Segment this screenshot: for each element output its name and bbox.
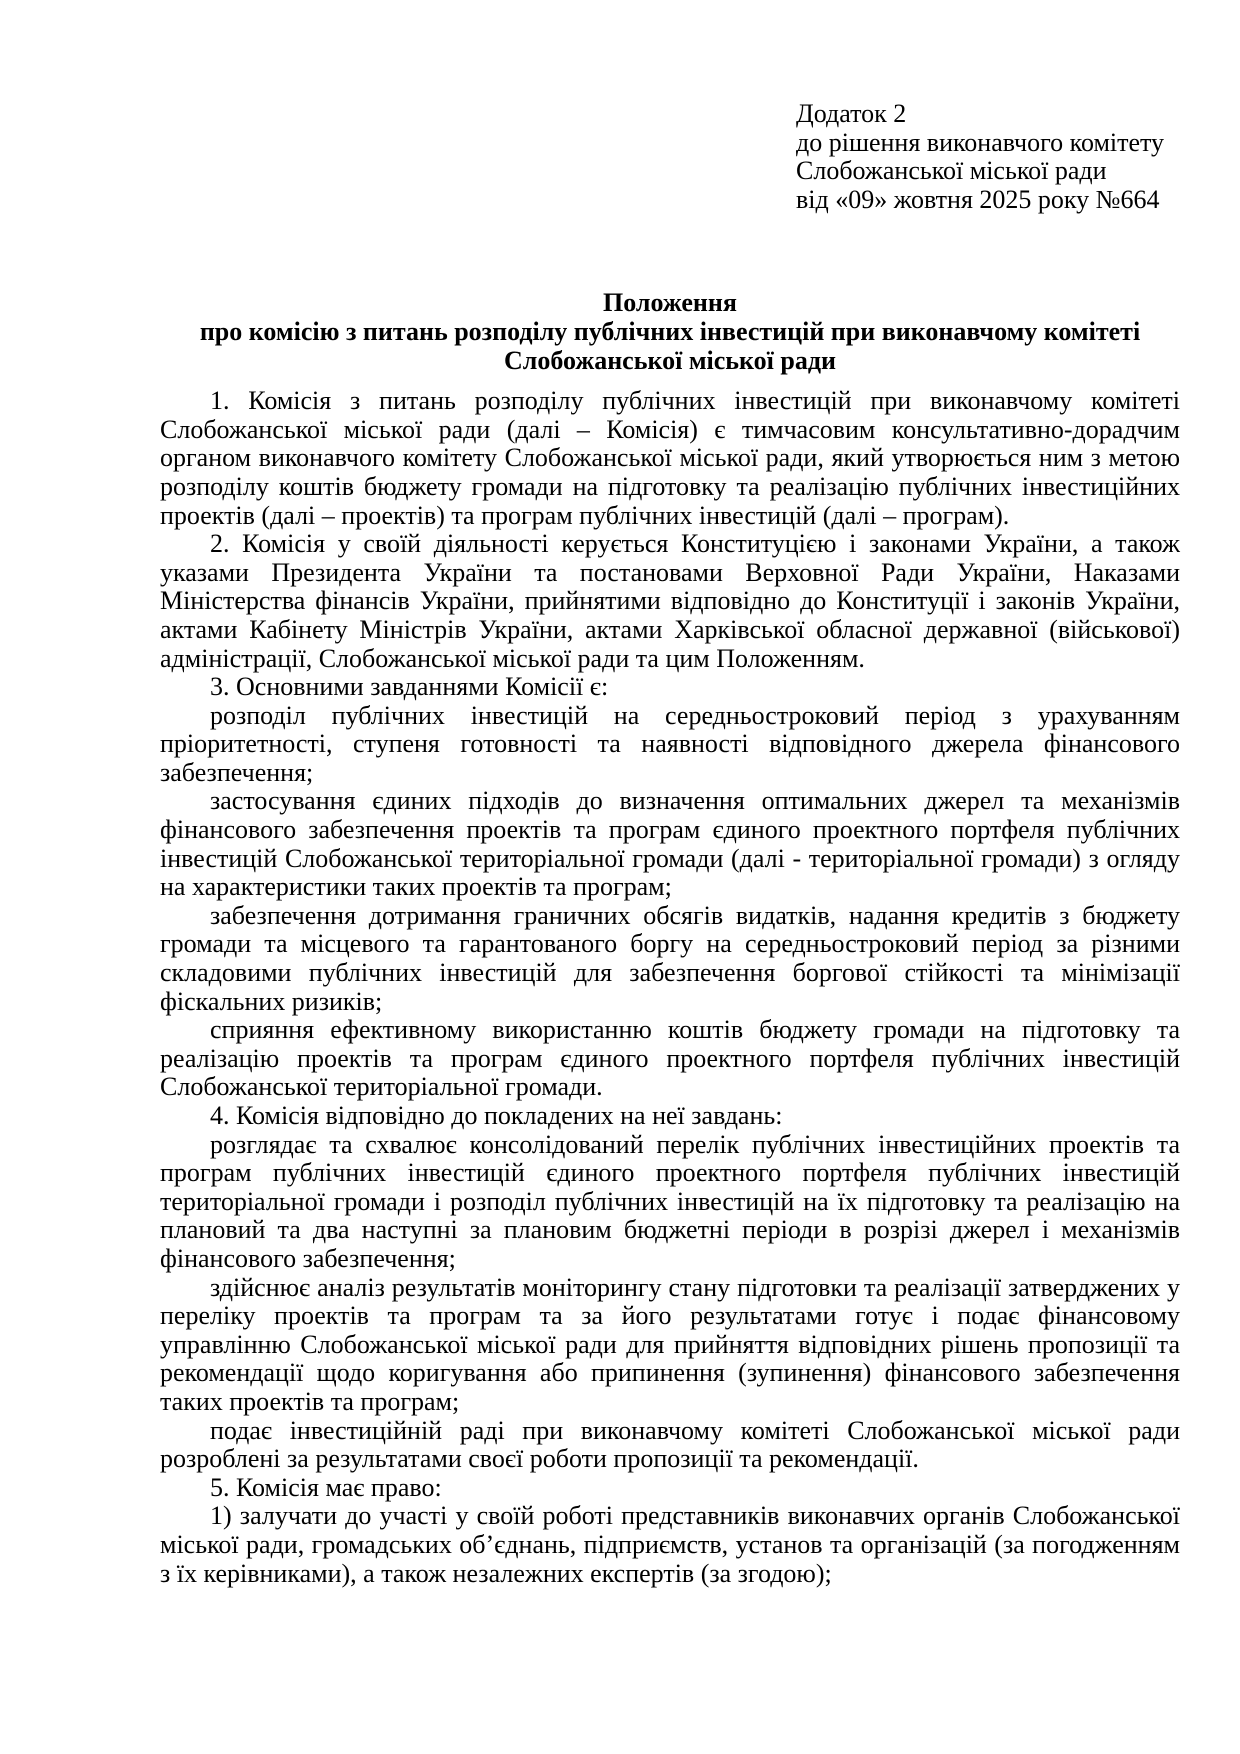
title-line-2: про комісію з питань розподілу публічних інвестицій при виконавчому комітеті — [199, 316, 1141, 346]
header-line-decision-reference: до рішення виконавчого комітету — [796, 127, 1165, 157]
document-body — [160, 387, 1180, 1588]
paragraph-8: 4. Комісія відповідно до покладених на неї завдань: — [210, 1101, 783, 1130]
title-line-3: Слобожанської міської ради — [503, 345, 837, 375]
header-line-attachment-number: Додаток 2 — [796, 99, 907, 128]
paragraph-13: 1) залучати до участі у своїй роботі представників виконавчих органів Слобожанської міської ради, громадських об’єднань, підприємств, установ та організацій (за погодженням з їх керівниками), а також незалежних експертів (за згодою); — [160, 1501, 1180, 1588]
header-line-council-name: Слобожанської міської ради — [796, 156, 1107, 186]
paragraph-4: розподіл публічних інвестицій на середньостроковий період з урахуванням пріоритетності, ступеня готовності та наявності відповідного джерела фінансового забезпечення; — [160, 700, 1180, 787]
paragraph-2: 2. Комісія у своїй діяльності керується Конституцією і законами України, а також указами Президента України та постановами Верховної Ради України, Наказами Міністерства фінансів України, прийнятими відповідно до Конституції і законів України, актами Кабінету Міністрів України, актами Харківської обласної державної (військової) адміністрації, Слобожанської міської ради та цим Положенням. — [160, 529, 1180, 673]
attachment-header — [796, 100, 1180, 214]
paragraph-3: 3. Основними завданнями Комісії є: — [210, 672, 609, 702]
title-line-1: Положення — [603, 288, 737, 318]
paragraph-6: забезпечення дотримання граничних обсягів видатків, надання кредитів з бюджету громади та місцевого та гарантованого боргу на середньостроковий період за різними складовими публічних інвестицій для забезпечення боргової стійкості та мінімізації фіскальних ризиків; — [160, 900, 1180, 1016]
paragraph-5: застосування єдиних підходів до визначення оптимальних джерел та механізмів фінансового забезпечення проектів та програм єдиного проектного портфеля публічних інвестицій Слобожанської територіальної громади (далі - територіальної громади) з огляду на характеристики таких проектів та програм; — [160, 786, 1180, 902]
paragraph-9: розглядає та схвалює консолідований перелік публічних інвестиційних проектів та програм публічних інвестицій єдиного проектного портфеля публічних інвестицій територіальної громади і розподіл публічних інвестицій на їх підготовку та реалізацію на плановий та два наступні за плановим бюджетні періоди в розрізі джерел і механізмів фінансового забезпечення; — [160, 1129, 1180, 1273]
paragraph-12: 5. Комісія має право: — [210, 1472, 442, 1502]
paragraph-11: подає інвестиційній раді при виконавчому комітеті Слобожанської міської ради розроблені за результатами своєї роботи пропозиції та рекомендації. — [160, 1415, 1180, 1474]
paragraph-7: сприяння ефективному використанню коштів бюджету громади на підготовку та реалізацію проектів та програм єдиного проектного портфеля публічних інвестицій Слобожанської територіальної громади. — [160, 1015, 1180, 1102]
paragraph-1: 1. Комісія з питань розподілу публічних інвестицій при виконавчому комітеті Слобожанської міської ради (далі – Комісія) є тимчасовим консультативно-дорадчим органом виконавчого комітету Слобожанської міської ради, який утворюється ним з метою розподілу коштів бюджету громади на підготовку та реалізацію публічних інвестиційних проектів (далі – проектів) та програм публічних інвестицій (далі – програм). — [160, 386, 1180, 530]
header-line-date-number: від «09» жовтня 2025 року №664 — [796, 184, 1160, 214]
paragraph-10: здійснює аналіз результатів моніторингу стану підготовки та реалізації затверджених у переліку проектів та програм та за його результатами готує і подає фінансовому управлінню Слобожанської міської ради для прийняття відповідних рішень пропозиції та рекомендації щодо коригування або припинення (зупинення) фінансового забезпечення таких проектів та програм; — [160, 1272, 1180, 1416]
document-title — [160, 289, 1180, 375]
